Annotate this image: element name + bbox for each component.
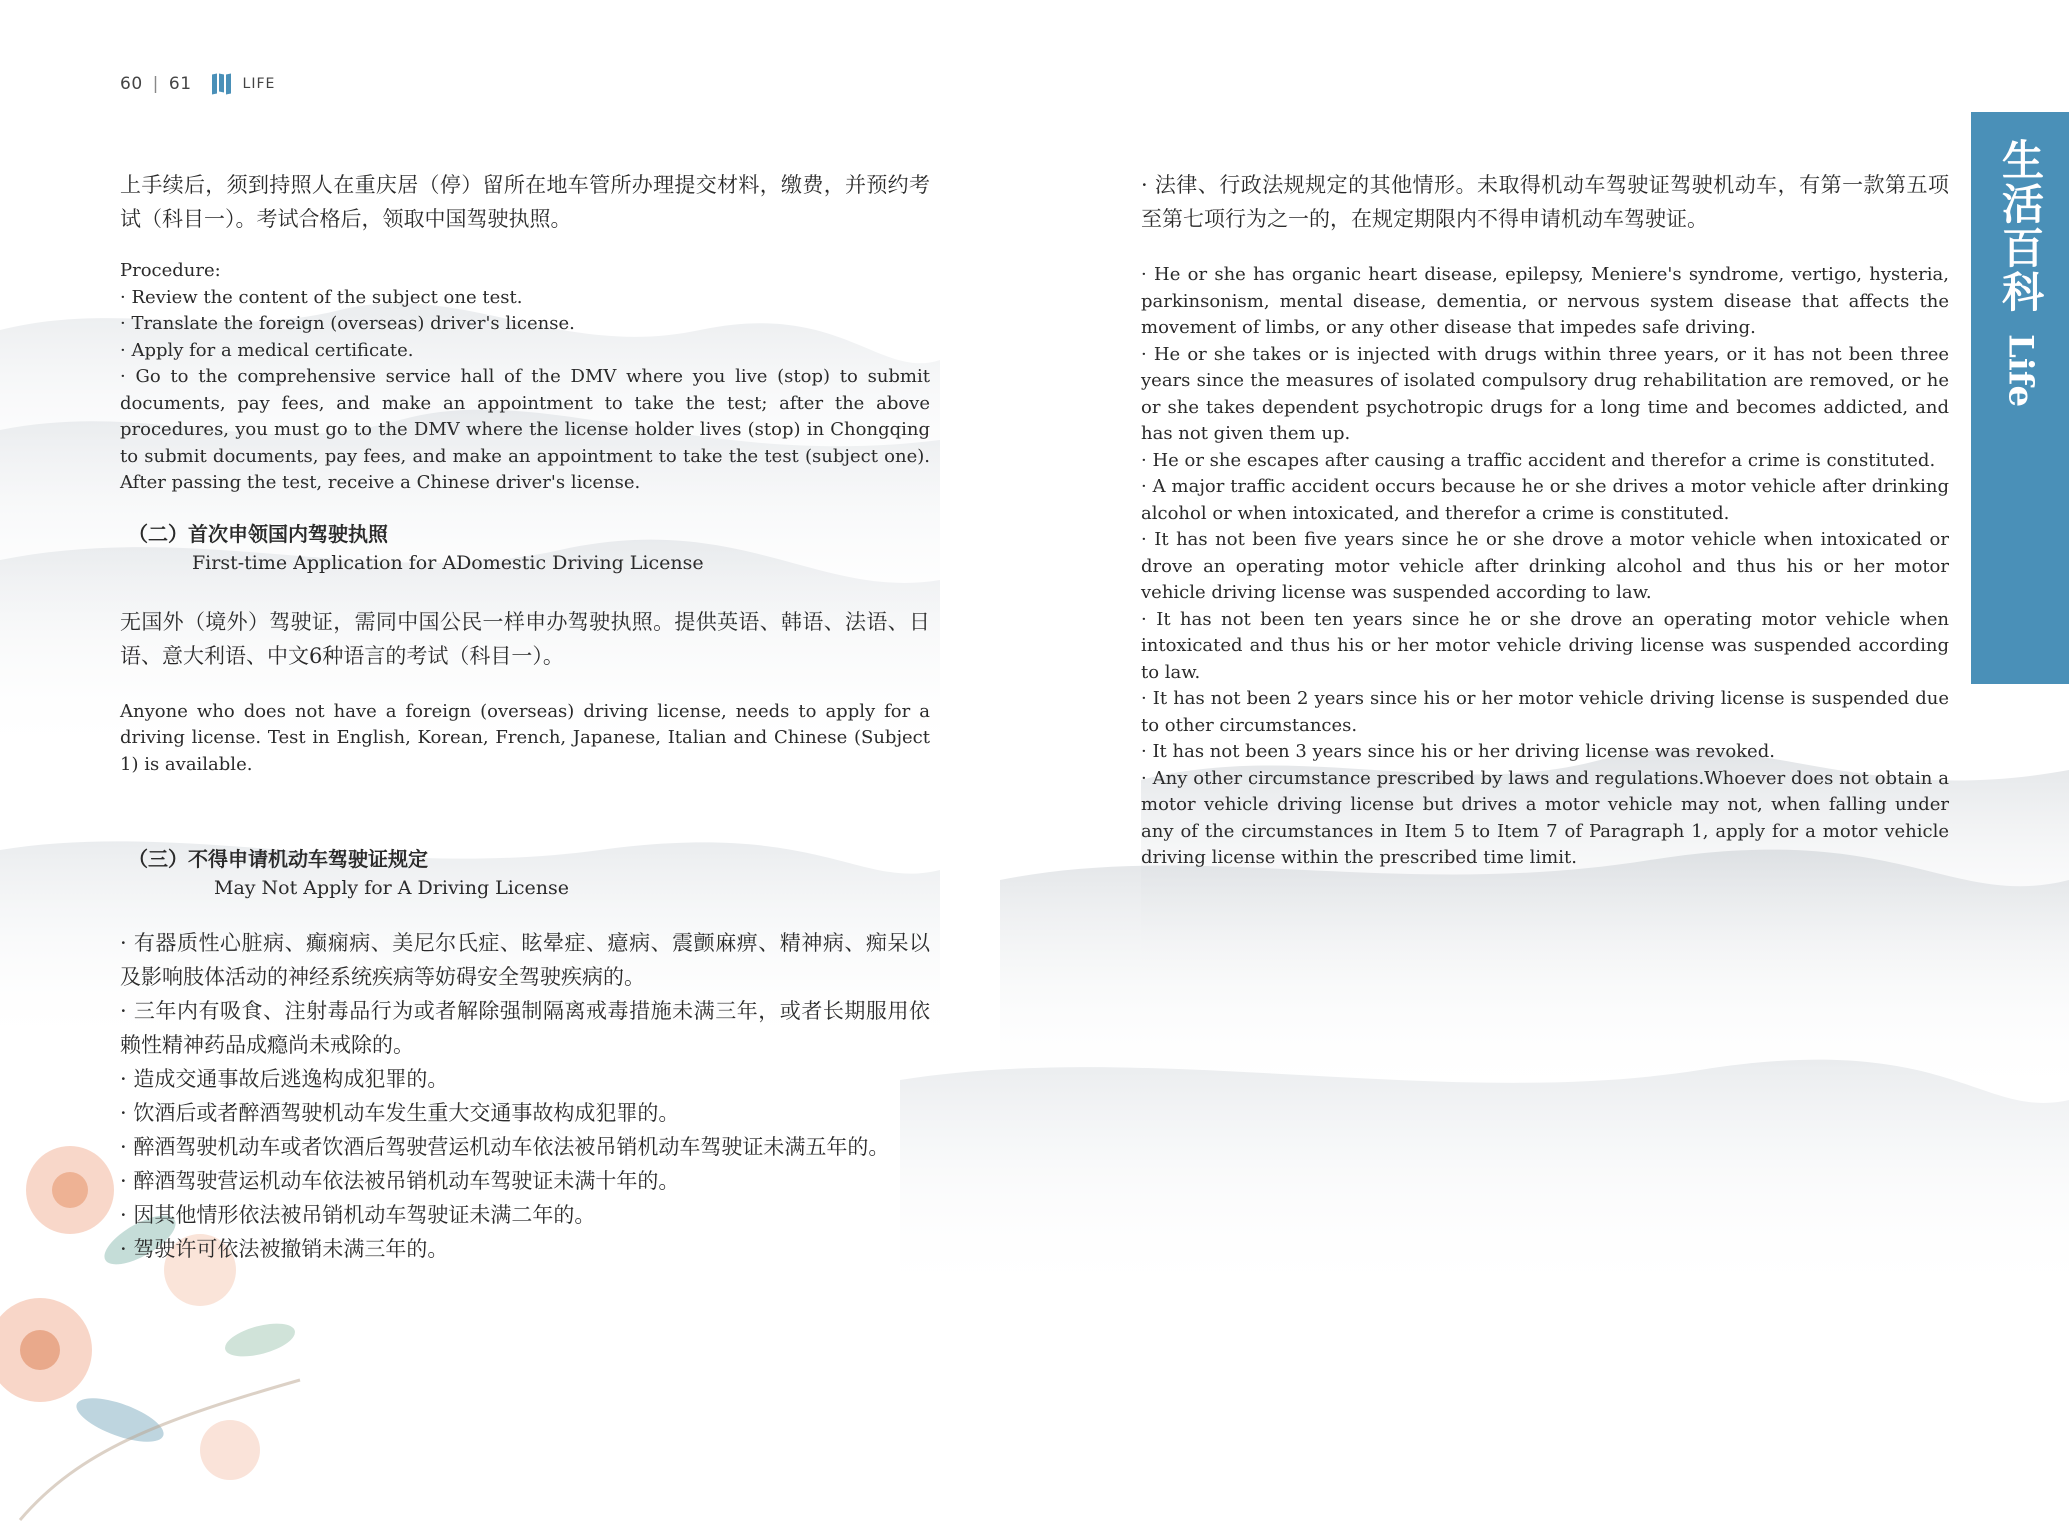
- restriction-item: · 造成交通事故后逃逸构成犯罪的。: [120, 1067, 449, 1091]
- section-name: LIFE: [242, 76, 276, 92]
- restriction-item: · 有器质性心脏病、癫痫病、美尼尔氏症、眩晕症、癔病、震颤麻痹、精神病、痴呆以及影响肢体活动的神经系统疾病等妨碍安全驾驶疾病的。: [120, 931, 930, 989]
- restriction-item: · 醉酒驾驶营运机动车依法被吊销机动车驾驶证未满十年的。: [120, 1169, 680, 1193]
- side-tab: [1971, 112, 2069, 684]
- procedure-list: [120, 285, 930, 497]
- section-three-heading: [120, 844, 930, 902]
- restriction-item-en: · It has not been ten years since he or she drove an operating motor vehicle when intoxicated and thus his or her motor vehicle driving license was suspended according to law.: [1141, 608, 1949, 683]
- book-icon: [212, 74, 231, 94]
- procedure-title: Procedure:: [120, 260, 221, 281]
- section-two-title-en: First-time Application for ADomestic Driving License: [192, 551, 704, 574]
- restriction-item-en: · He or she takes or is injected with drugs within three years, or it has not been three years since the measures of isolated compulsory drug rehabilitation are removed, or he or she takes dependent psychotropic drugs for a long time and becomes addicted, and has not given them up.: [1141, 343, 1949, 444]
- section-three-title-en: May Not Apply for A Driving License: [214, 877, 569, 899]
- restriction-item-en: · It has not been 3 years since his or her driving license was revoked.: [1141, 741, 1775, 762]
- restriction-item-en: · He or she has organic heart disease, epilepsy, Meniere's syndrome, vertigo, hysteria, parkinsonism, mental disease, dementia, or nervous system disease that affects the movement of limbs, or any other disease that impedes safe driving.: [1141, 264, 1949, 338]
- page-separator: |: [152, 74, 159, 94]
- section-two-body-zh: 无国外（境外）驾驶证，需同中国公民一样申办驾驶执照。提供英语、韩语、法语、日语、意大利语、中文6种语言的考试（科目一）。: [120, 609, 930, 668]
- restriction-item: · 饮酒后或者醉酒驾驶机动车发生重大交通事故构成犯罪的。: [120, 1101, 680, 1125]
- procedure-item: · Translate the foreign (overseas) driver's license.: [120, 313, 575, 334]
- side-tab-english: Life: [2000, 334, 2041, 408]
- section-two-heading: [120, 519, 930, 577]
- restriction-item-en: · It has not been 2 years since his or her motor vehicle driving license is suspended due to other circumstances.: [1141, 688, 1949, 736]
- restriction-item-en: · Any other circumstance prescribed by laws and regulations.Whoever does not obtain a motor vehicle driving license but drives a motor vehicle may not, when falling under any of the circumstances in Item 5 to Item 7 of Paragraph 1, apply for a motor vehicle driving license within the prescribed time limit.: [1141, 767, 1949, 868]
- right-column: [1141, 168, 1949, 872]
- section-two-body-en: Anyone who does not have a foreign (overseas) driving license, needs to apply for a driving license. Test in English, Korean, French, Japanese, Italian and Chinese (Subject 1) is available.: [120, 700, 930, 775]
- restriction-item: · 醉酒驾驶机动车或者饮酒后驾驶营运机动车依法被吊销机动车驾驶证未满五年的。: [120, 1135, 890, 1159]
- restriction-item-en: · He or she escapes after causing a traffic accident and therefor a crime is constituted.: [1141, 449, 1936, 471]
- side-tab-chinese: 生活百科: [1996, 138, 2045, 314]
- restriction-item: · 驾驶许可依法被撤销未满三年的。: [120, 1237, 449, 1261]
- page-number-right: 61: [168, 74, 192, 94]
- right-intro-zh: · 法律、行政法规规定的其他情形。未取得机动车驾驶证驾驶机动车，有第一款第五项至第七项行为之一的，在规定期限内不得申请机动车驾驶证。: [1141, 173, 1949, 231]
- left-column: [120, 168, 930, 1266]
- page-number-left: 60: [120, 74, 143, 94]
- restriction-item-en: · It has not been five years since he or she drove a motor vehicle when intoxicated or drove an operating motor vehicle after drinking alcohol and thus his or her motor vehicle driving license was suspended according to law.: [1141, 529, 1949, 603]
- section-three-title-zh: （三）不得申请机动车驾驶证规定: [128, 847, 428, 871]
- restriction-item: · 三年内有吸食、注射毒品行为或者解除强制隔离戒毒措施未满三年，或者长期服用依赖性精神药品成瘾尚未戒除的。: [120, 999, 930, 1057]
- restriction-item: · 因其他情形依法被吊销机动车驾驶证未满二年的。: [120, 1203, 596, 1227]
- section-two-title-zh: （二）首次申领国内驾驶执照: [128, 521, 388, 546]
- intro-paragraph-zh: 上手续后，须到持照人在重庆居（停）留所在地车管所办理提交材料，缴费，并预约考试（科目一）。考试合格后，领取中国驾驶执照。: [120, 173, 930, 231]
- restriction-list-en: [1141, 262, 1949, 872]
- page-header: [120, 74, 275, 94]
- restriction-list-zh: [120, 926, 930, 1266]
- procedure-item: · Review the content of the subject one test.: [120, 286, 523, 308]
- procedure-item: · Apply for a medical certificate.: [120, 339, 414, 361]
- procedure-item: · Go to the comprehensive service hall of the DMV where you live (stop) to submit documents, pay fees, and make an appointment to take the test; after the above procedures, you must go to the DMV where the license holder lives (stop) in Chongqing to submit documents, pay fees, and make an appointment to take the test (subject one). After passing the test, receive a Chinese driver's license.: [120, 366, 930, 493]
- restriction-item-en: · A major traffic accident occurs because he or she drives a motor vehicle after drinking alcohol or when intoxicated, and therefor a crime is constituted.: [1141, 476, 1949, 524]
